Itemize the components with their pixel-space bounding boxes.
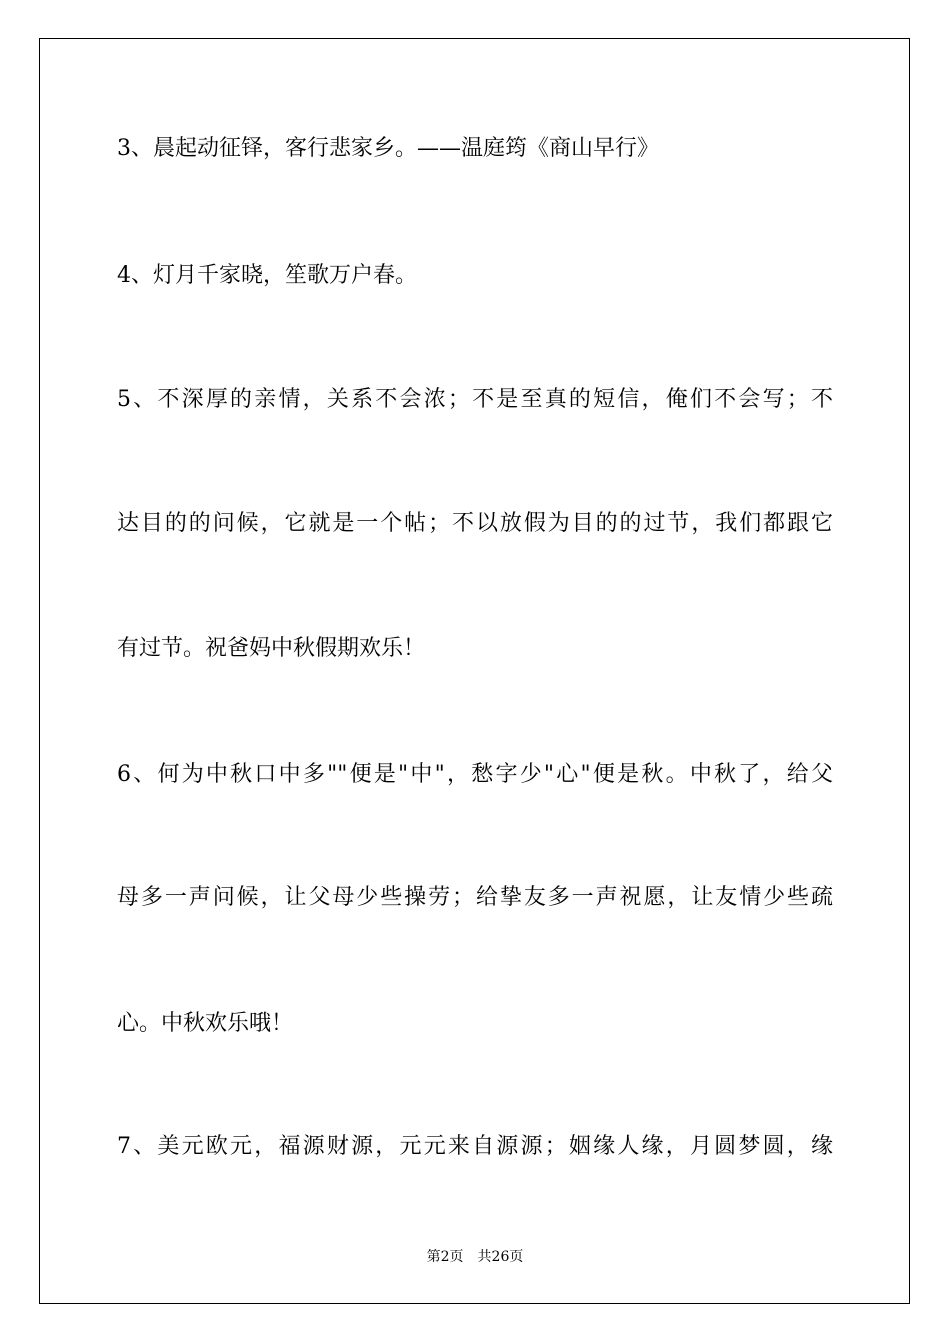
page-total: 共26页 (477, 1249, 524, 1265)
text-line-5a: 5、不深厚的亲情，关系不会浓；不是至真的短信，俺们不会写；不 (117, 387, 833, 412)
text-line-6b: 母多一声问候，让父母少些操劳；给挚友多一声祝愿，让友情少些疏 (117, 885, 833, 910)
text-line-6a: 6、何为中秋口中多""便是"中"，愁字少"心"便是秋。中秋了，给父 (117, 762, 833, 787)
text-line-5c: 有过节。祝爸妈中秋假期欢乐！ (117, 636, 426, 661)
page-number: 第2页 (426, 1249, 464, 1265)
page-footer (0, 1248, 950, 1266)
text-line-7a: 7、美元欧元，福源财源，元元来自源源；姻缘人缘，月圆梦圆，缘 (117, 1134, 833, 1159)
text-line-5b: 达目的的问候，它就是一个帖；不以放假为目的的过节，我们都跟它 (117, 511, 833, 536)
text-line-6c: 心。中秋欢乐哦！ (117, 1011, 294, 1036)
text-line-4: 4、灯月千家晓，笙歌万户春。 (117, 263, 417, 288)
page-border (39, 38, 910, 1304)
text-line-3: 3、晨起动征铎，客行悲家乡。——温庭筠《商山早行》 (117, 136, 659, 161)
